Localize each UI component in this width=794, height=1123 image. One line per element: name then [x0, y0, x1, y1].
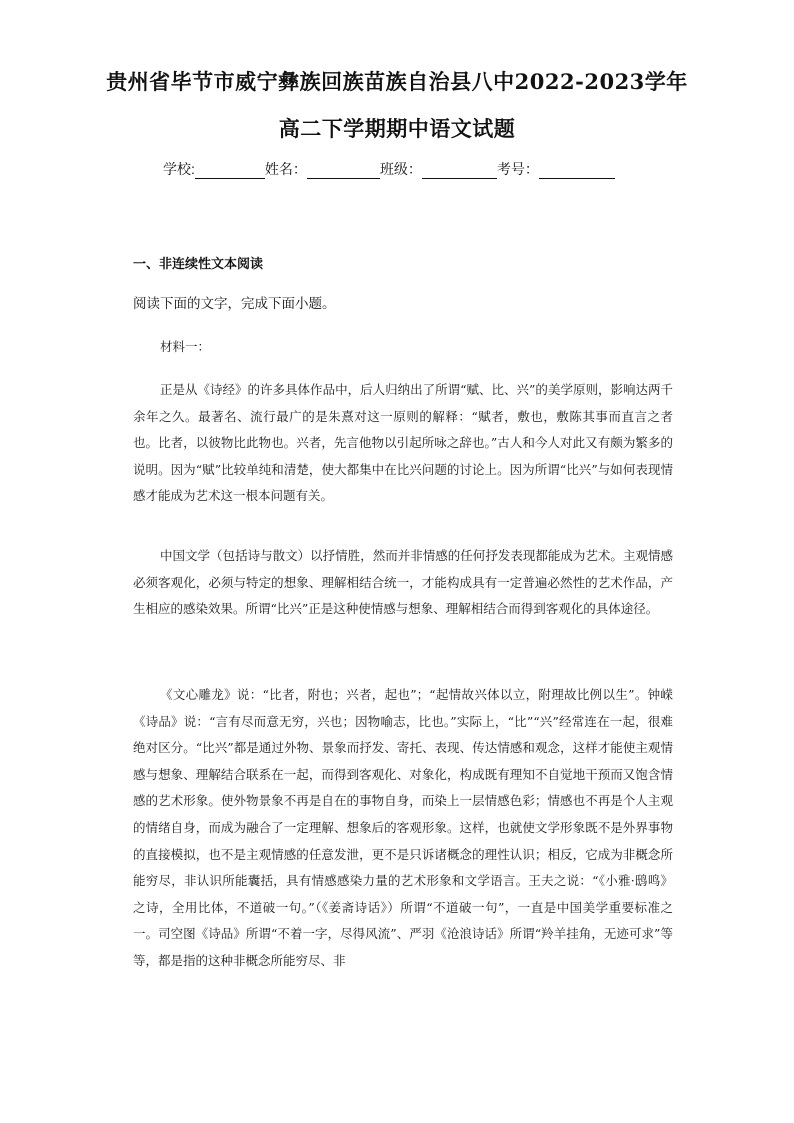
number-blank[interactable]	[539, 164, 615, 179]
student-info-row	[163, 159, 683, 179]
school-blank[interactable]	[195, 164, 265, 179]
section-heading: 一、非连续性文本阅读	[133, 257, 264, 272]
paragraph-2: 中国文学（包括诗与散文）以抒情胜，然而并非情感的任何抒发表现都能成为艺术。主观情感必须客观化，必须与特定的想象、理解相结合统一，才能构成具有一定普遍必然性的艺术作品，产生相应的感染效果。所谓“比兴”正是这种使情感与想象、理解相结合而得到客观化的具体途径。	[133, 548, 673, 617]
exam-title-line1: 贵州省毕节市威宁彝族回族苗族自治县八中2022-2023学年	[106, 69, 688, 94]
number-label: 考号：	[496, 161, 539, 177]
exam-title-line2: 高二下学期期中语文试题	[278, 116, 516, 141]
material-label: 材料一：	[160, 339, 211, 354]
name-blank[interactable]	[307, 164, 380, 179]
school-label: 学校:	[163, 161, 195, 177]
class-label: 班级：	[379, 161, 422, 177]
name-label: 姓名：	[264, 161, 307, 177]
reading-instruction: 阅读下面的文字，完成下面小题。	[133, 296, 336, 312]
class-blank[interactable]	[422, 164, 497, 179]
paragraph-3: 《文心雕龙》说：“比者，附也；兴者，起也”；“起情故兴体以立，附理故比例以生”。钟嵘《诗品》说：“言有尽而意无穷，兴也；因物喻志，比也。”实际上，“比”“兴”经常连在一起，很难绝对区分。“比兴”都是通过外物、景象而抒发、寄托、表现、传达情感和观念，这样才能使主观情感与想象、理解结合联系在一起，而得到客观化、对象化，构成既有理知不自觉地干预而又饱含情感的艺术形象。使外物景象不再是自在的事物自身，而染上一层情感色彩；情感也不再是个人主观的情绪自身，而成为融合了一定理解、想象后的客观形象。这样，也就使文学形象既不是外界事物的直接模拟，也不是主观情感的任意发泄，更不是只诉诸概念的理性认识；相反，它成为非概念所能穷尽，非认识所能囊括，具有情感感染力量的艺术形象和文学语言。王夫之说：“《小雅·鸱鸣》之诗，全用比体，不道破一句。”（《姜斋诗话》）所谓“不道破一句”，一直是中国美学重要标准之一。司空图《诗品》所谓“不着一字，尽得风流”、严羽《沧浪诗话》所谓“羚羊挂角，无迹可求”等等，都是指的这种非概念所能穷尽、非	[133, 687, 673, 968]
paragraph-1: 正是从《诗经》的许多具体作品中，后人归纳出了所谓“赋、比、兴”的美学原则，影响达两千余年之久。最著名、流行最广的是朱熹对这一原则的解释：“赋者，敷也，敷陈其事而直言之者也。比者，以彼物比此物也。兴者，先言他物以引起所咏之辞也。”古人和今人对此又有颇为繁多的说明。因为“赋”比较单纯和清楚，使大都集中在比兴问题的讨论上。因为所谓“比兴”与如何表现情感才能成为艺术这一根本问题有关。	[133, 382, 673, 504]
